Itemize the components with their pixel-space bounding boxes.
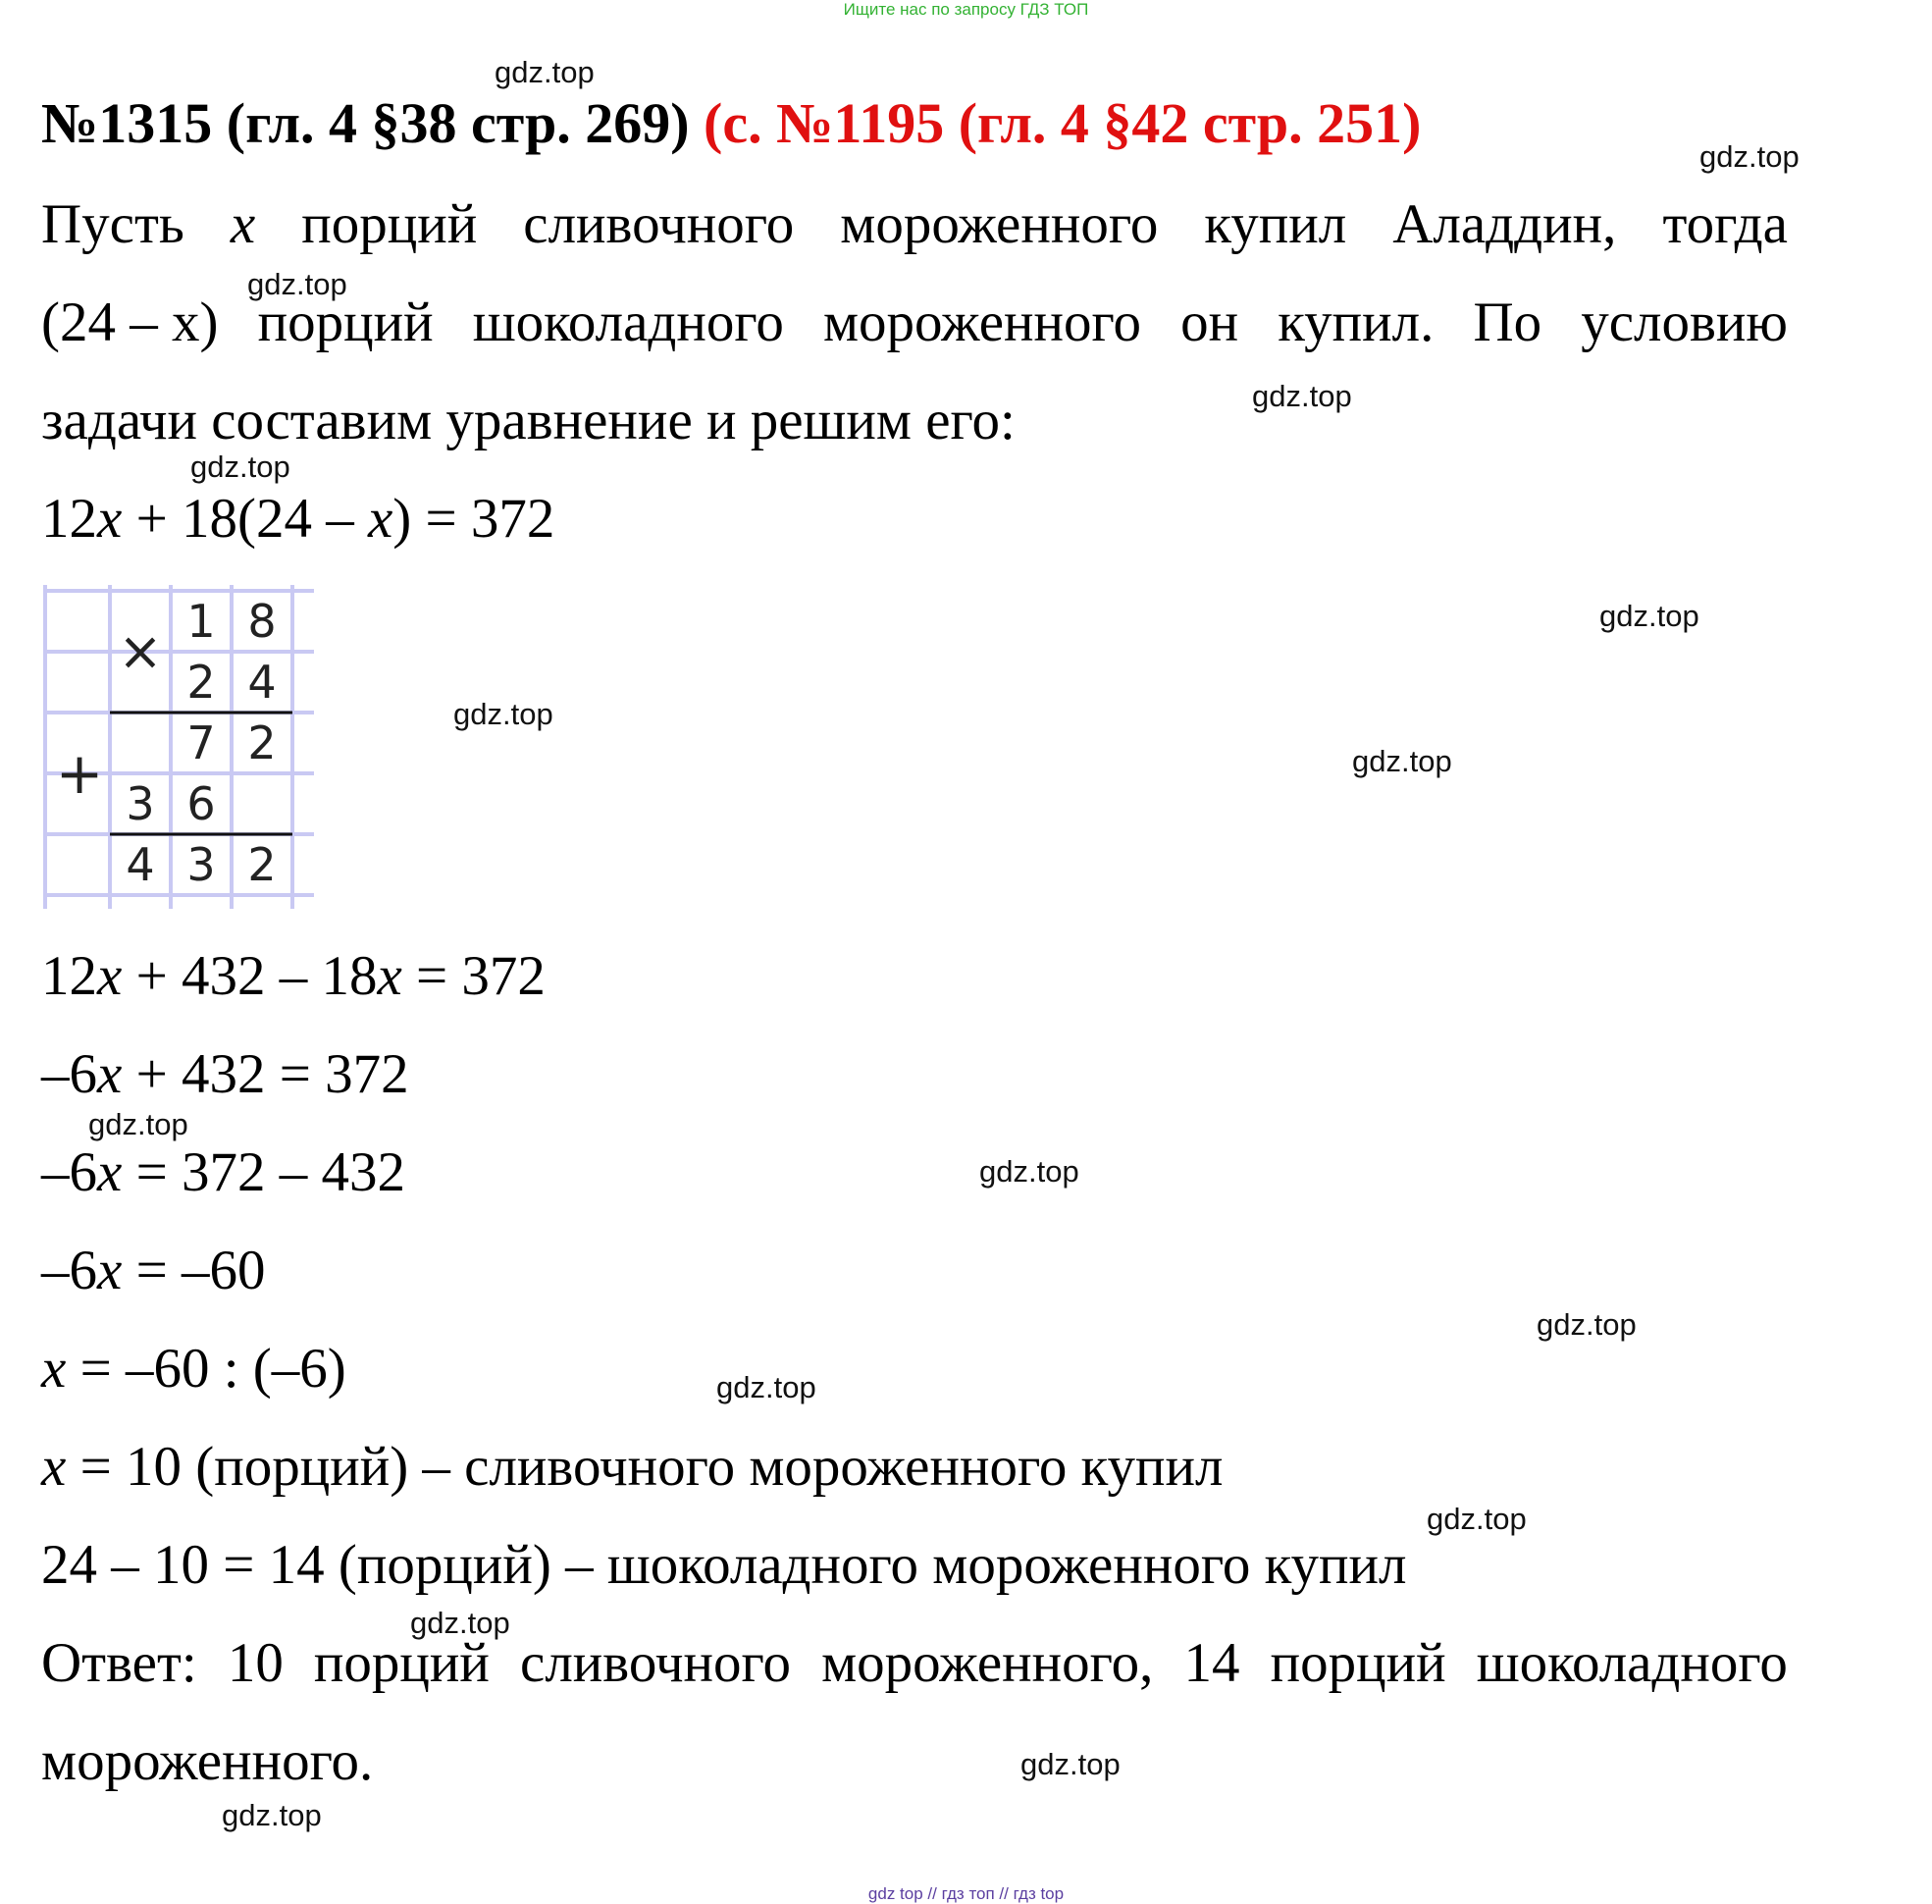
digit: 3 [126,777,155,830]
watermark: gdz.top [495,55,595,89]
watermark: gdz.top [1352,744,1452,778]
watermark: gdz.top [410,1606,510,1640]
watermark: gdz.top [222,1798,322,1832]
equation-6: x = –60 : (–6) [41,1338,346,1400]
digit: 4 [126,838,155,891]
watermark: gdz.top [716,1370,816,1404]
equation-4: –6x = 372 – 432 [41,1141,405,1203]
equation-5: –6x = –60 [41,1240,266,1301]
digit: 7 [186,716,216,769]
watermark: gdz.top [247,267,347,301]
equation-1: 12x + 18(24 – x) = 372 [41,488,555,550]
multiply-sign: × [118,620,163,682]
digit: 6 [186,777,216,830]
watermark: gdz.top [1252,379,1352,413]
digit: 4 [247,656,277,709]
digit: 2 [247,838,277,891]
search-hint[interactable]: Ищите нас по запросу ГДЗ ТОП [843,0,1089,19]
footer-links[interactable]: gdz top // гдз топ // гдз top [867,1884,1065,1903]
equation-7: x = 10 (порций) – сливочного мороженного купил [41,1436,1224,1498]
answer-line-1: Ответ: 10 порций сливочного мороженного, 14 порций шоколадного [41,1632,1788,1694]
digit: 2 [186,656,216,709]
equation-2: 12x + 432 – 18x = 372 [41,945,546,1007]
column-multiplication [43,585,314,909]
alt-problem-number: (с. №1195 (гл. 4 §42 стр. 251) [704,91,1422,155]
paragraph-line-3: задачи составим уравнение и решим его: [41,390,1016,451]
equation-8: 24 – 10 = 14 (порций) – шоколадного мороженного купил [41,1534,1407,1596]
digit: 8 [247,595,277,648]
problem-title [41,90,1421,156]
watermark: gdz.top [1537,1307,1637,1342]
digit: 1 [186,595,216,648]
plus-sign: + [55,740,104,807]
watermark: gdz.top [979,1154,1079,1189]
digit: 3 [186,838,216,891]
answer-line-2: мороженного. [41,1730,374,1792]
watermark: gdz.top [1699,139,1800,174]
problem-number: №1315 (гл. 4 §38 стр. 269) [41,91,690,155]
watermark: gdz.top [88,1107,188,1141]
watermark: gdz.top [1427,1502,1527,1536]
watermark: gdz.top [1020,1747,1121,1781]
watermark: gdz.top [453,697,553,731]
paragraph-line-2: (24 – x) порций шоколадного мороженного он купил. По условию [41,291,1788,353]
watermark: gdz.top [190,450,290,484]
equation-3: –6x + 432 = 372 [41,1043,409,1105]
paragraph-line-1: Пусть x порций сливочного мороженного купил Аладдин, тогда [41,193,1788,255]
watermark: gdz.top [1599,599,1699,633]
digit: 2 [247,716,277,769]
